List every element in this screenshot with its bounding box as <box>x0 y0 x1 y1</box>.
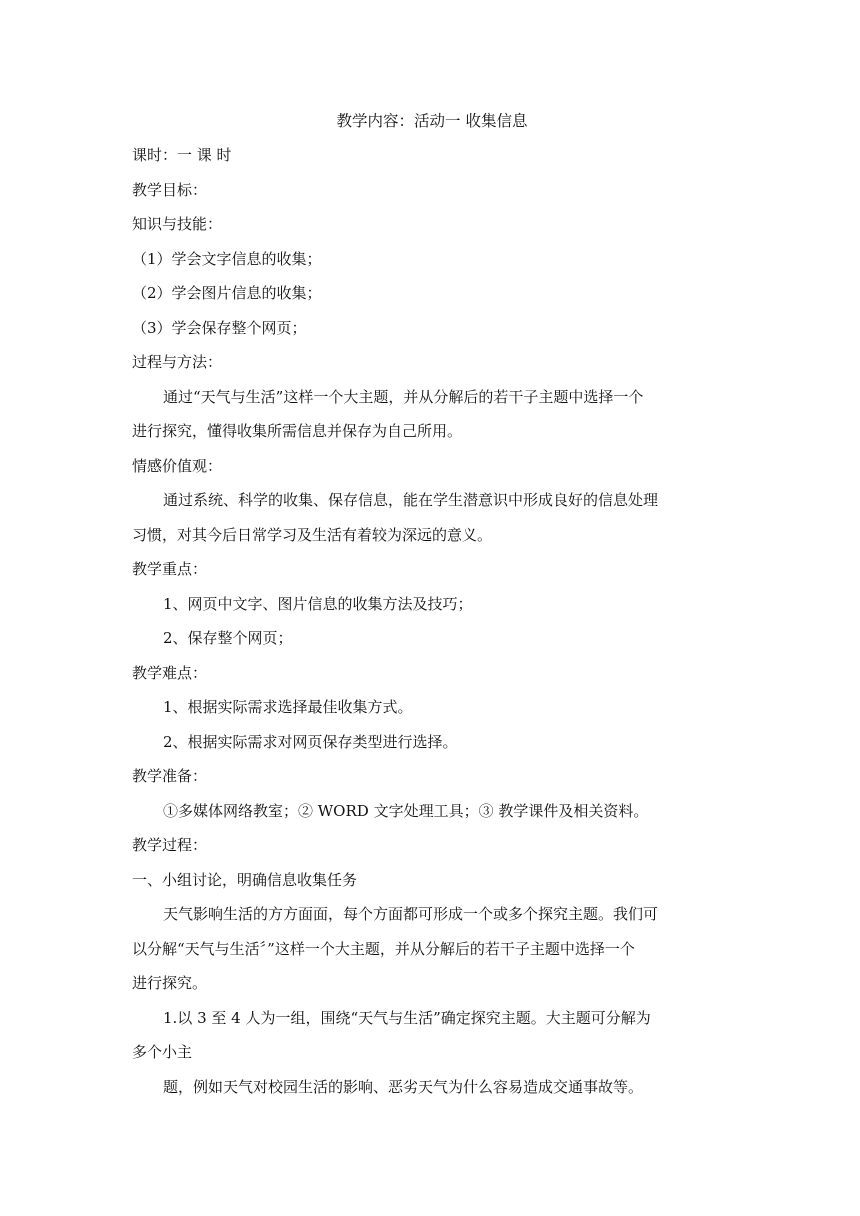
group-text-line-2: 多个小主 <box>132 1043 193 1061</box>
emotion-values-text-line-2: 习惯，对其今后日常学习及生活有着较为深远的意义。 <box>132 525 493 544</box>
class-hours-line: 课时：一 课 时 <box>132 146 232 164</box>
process-method-heading: 过程与方法： <box>132 353 223 371</box>
weather-text-line-3: 进行探究。 <box>132 974 208 992</box>
weather-text-line-1: 天气影响生活的方方面面，每个方面都可形成一个或多个探究主题。我们可 <box>163 905 659 923</box>
process-method-text-line-1: 通过“天气与生活”这样一个大主题，并从分解后的若干子主题中选择一个 <box>163 387 644 406</box>
preparation-heading: 教学准备： <box>132 767 208 785</box>
key-points-heading: 教学重点： <box>132 560 208 578</box>
difficult-point-1: 1、根据实际需求选择最佳收集方式。 <box>163 698 413 716</box>
key-point-1: 1、网页中文字、图片信息的收集方法及技巧； <box>163 594 473 613</box>
goal-item-1: （1）学会文字信息的收集； <box>132 249 322 268</box>
weather-text-line-2: 以分解“天气与生活〞”这样一个大主题，并从分解后的若干子主题中选择一个 <box>132 939 635 958</box>
teaching-goals-heading: 教学目标： <box>132 180 208 199</box>
knowledge-skills-heading: 知识与技能： <box>132 215 223 233</box>
teaching-process-heading: 教学过程： <box>132 836 208 854</box>
emotion-values-text-line-1: 通过系统、科学的收集、保存信息，能在学生潜意识中形成良好的信息处理 <box>163 491 659 509</box>
difficult-point-2: 2、根据实际需求对网页保存类型进行选择。 <box>163 732 458 751</box>
section-1-heading: 一、小组讨论，明确信息收集任务 <box>132 870 358 889</box>
key-point-2: 2、保存整个网页； <box>163 629 293 647</box>
preparation-text: ①多媒体网络教室；② WORD 文字处理工具；③ 教学课件及相关资料。 <box>163 801 649 820</box>
emotion-values-heading: 情感价值观： <box>132 456 223 475</box>
goal-item-2: （2）学会图片信息的收集； <box>132 284 322 302</box>
group-text-line-3: 题，例如天气对校园生活的影响、恶劣天气为什么容易造成交通事故等。 <box>163 1077 644 1096</box>
goal-item-3: （3）学会保存整个网页； <box>132 318 307 337</box>
process-method-text-line-2: 进行探究，懂得收集所需信息并保存为自己所用。 <box>132 422 463 440</box>
document-title: 教学内容：活动一 收集信息 <box>336 112 528 130</box>
document-body <box>132 104 732 1104</box>
difficult-points-heading: 教学难点： <box>132 663 208 682</box>
group-text-line-1: 1.以 3 至 4 人为一组，围绕“天气与生活”确定探究主题。大主题可分解为 <box>163 1008 651 1027</box>
